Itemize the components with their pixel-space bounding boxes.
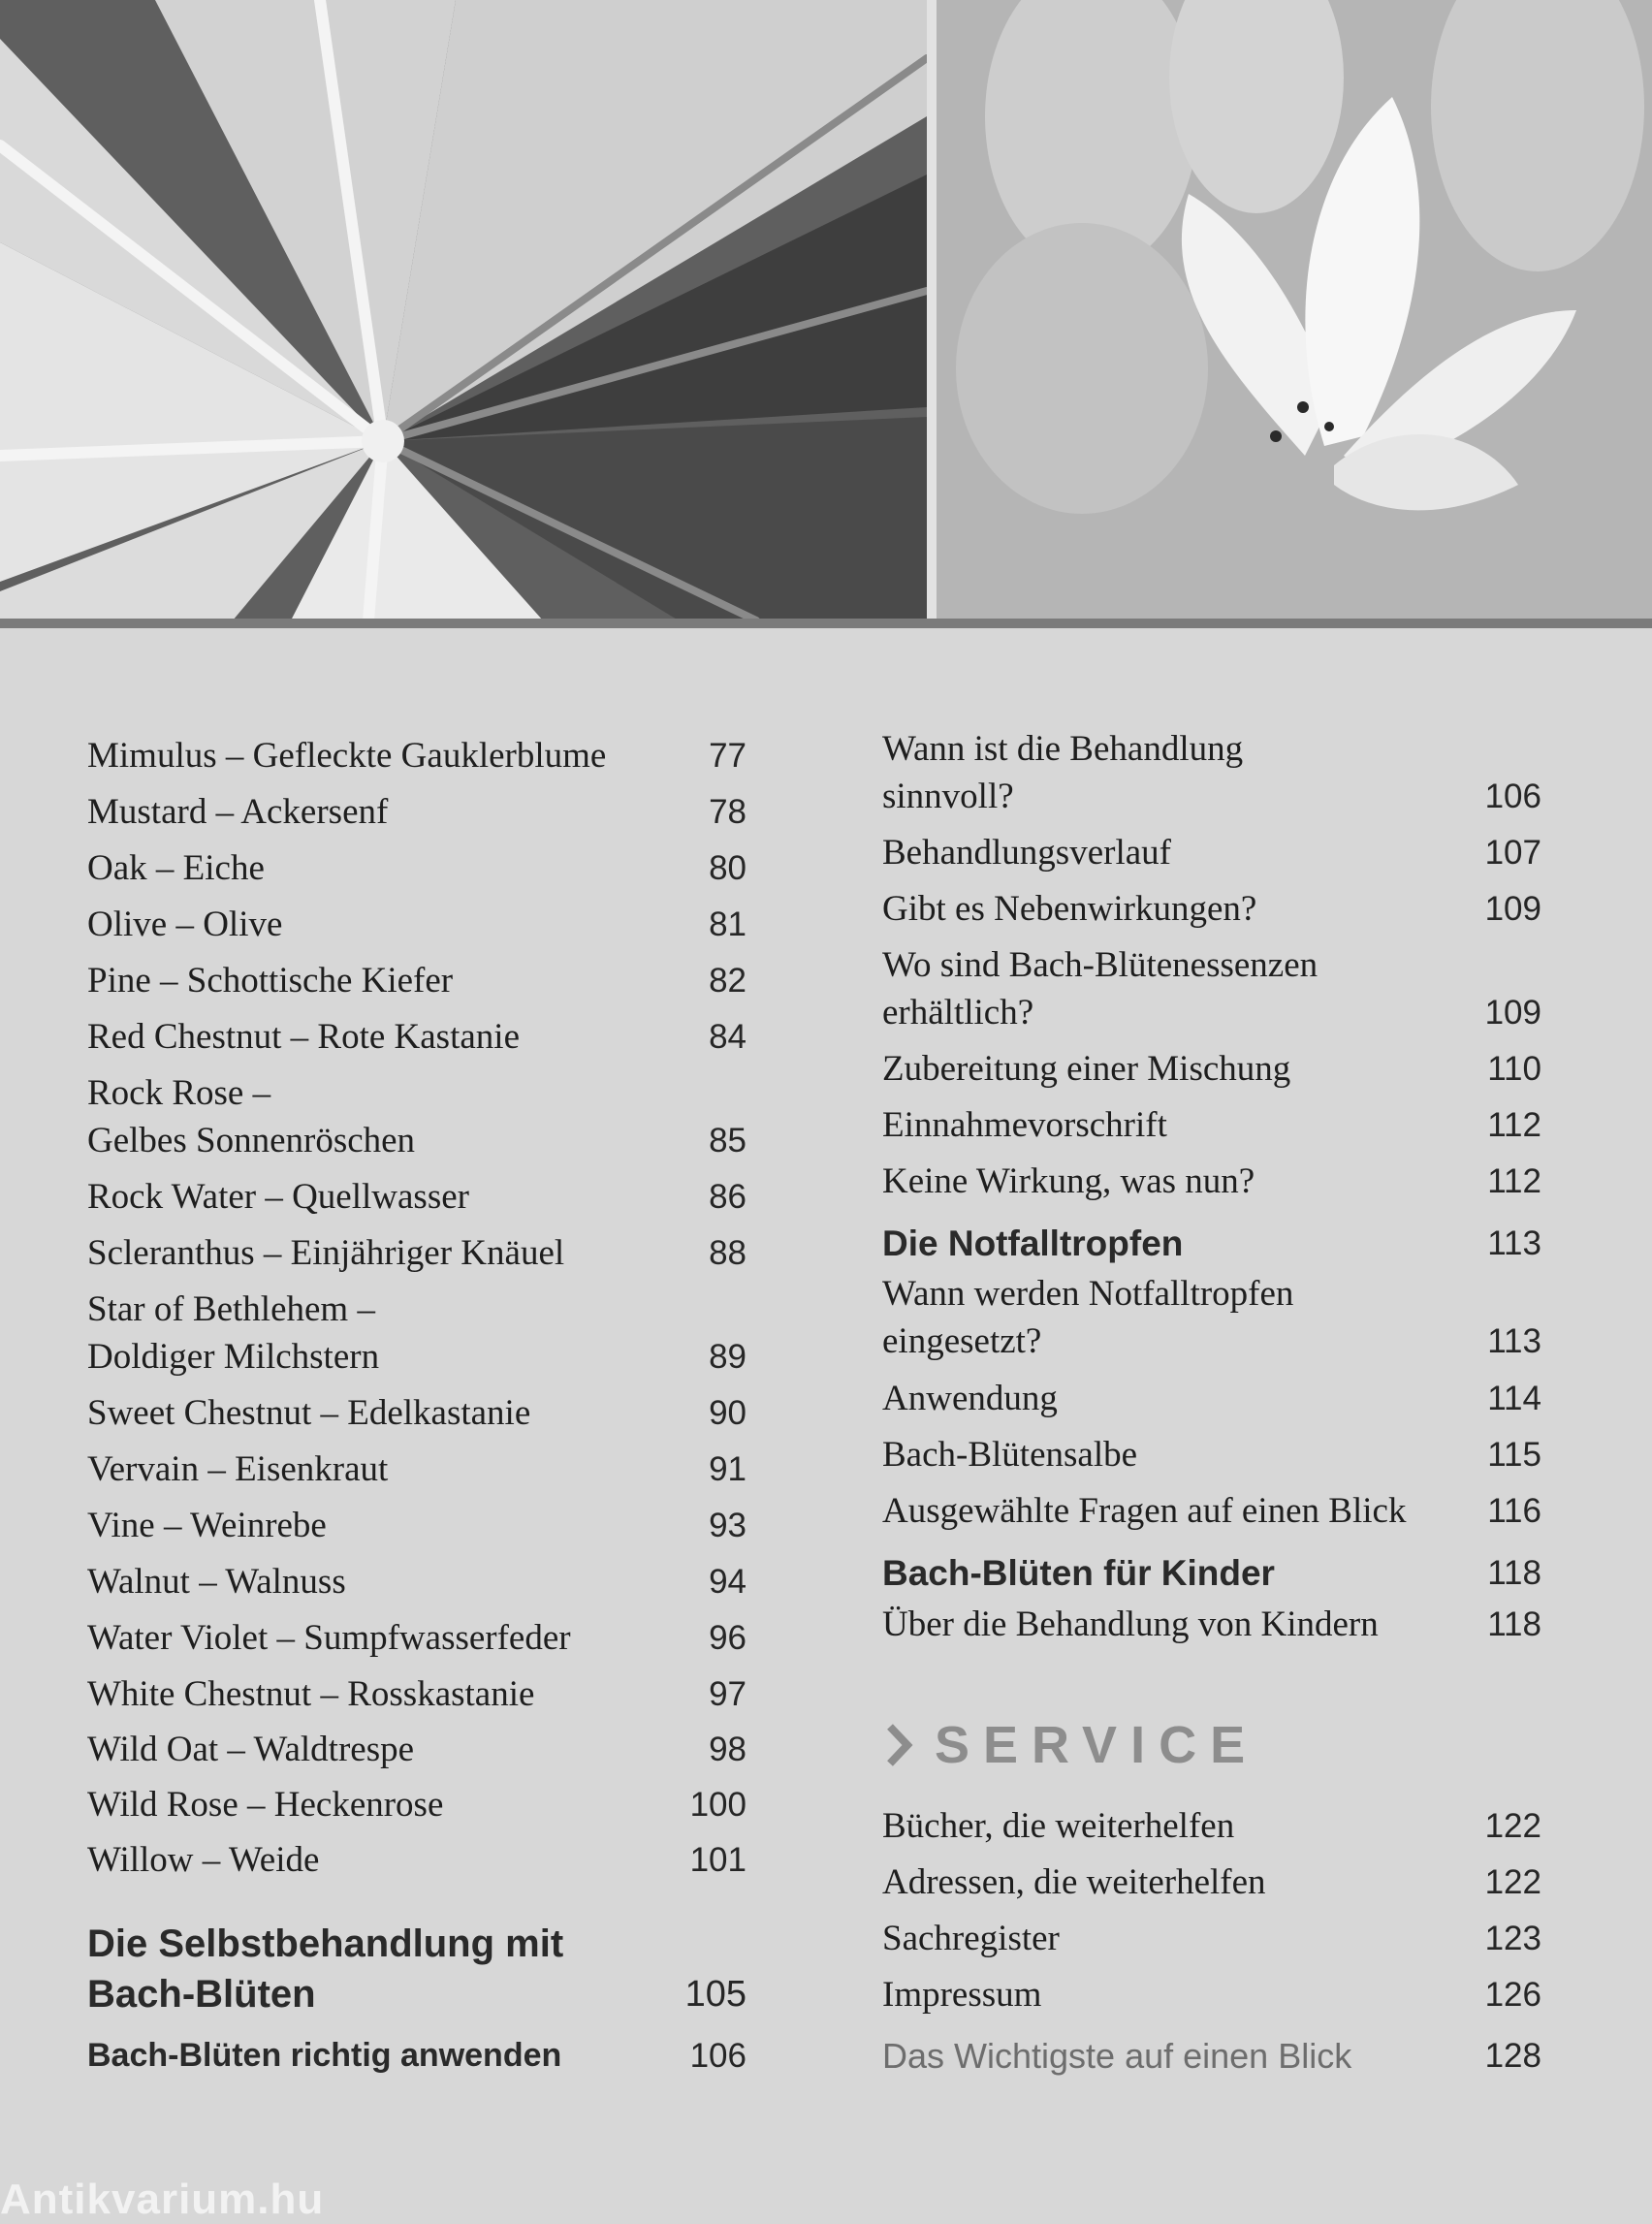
toc-entry-title: erhältlich? bbox=[882, 993, 1034, 1033]
service-heading bbox=[882, 1714, 1258, 1776]
photo-bottom-rule bbox=[0, 619, 1652, 628]
toc-entry-page: 126 bbox=[1484, 1976, 1541, 2014]
toc-entry-title: Gelbes Sonnenröschen bbox=[87, 1121, 416, 1160]
blossom-photo bbox=[937, 0, 1652, 620]
toc-entry-page: 82 bbox=[709, 962, 747, 1000]
toc-entry-title: Star of Bethlehem – bbox=[87, 1289, 375, 1329]
toc-chapter-page: 105 bbox=[684, 1974, 747, 2015]
toc-entry-title: Zubereitung einer Mischung bbox=[882, 1049, 1291, 1089]
toc-entry-title: White Chestnut – Rosskastanie bbox=[87, 1674, 535, 1714]
toc-entry-page: 86 bbox=[709, 1178, 747, 1216]
toc-entry-title: Wann ist die Behandlung bbox=[882, 729, 1244, 769]
toc-chapter-title: Die Selbstbehandlung mit bbox=[87, 1922, 564, 1965]
toc-entry-title: Water Violet – Sumpfwasserfeder bbox=[87, 1618, 571, 1658]
toc-entry-title: Doldiger Milchstern bbox=[87, 1337, 380, 1377]
toc-section-page: 118 bbox=[1487, 1554, 1541, 1592]
toc-entry-page: 81 bbox=[709, 905, 747, 943]
toc-entry-title: Scleranthus – Einjähriger Knäuel bbox=[87, 1233, 565, 1273]
toc-section-title: Die Notfalltropfen bbox=[882, 1223, 1184, 1263]
toc-entry-title: Wild Oat – Waldtrespe bbox=[87, 1730, 415, 1769]
toc-entry-title: Sweet Chestnut – Edelkastanie bbox=[87, 1393, 531, 1433]
toc-entry-page: 122 bbox=[1484, 1863, 1541, 1901]
toc-entry-page: 118 bbox=[1487, 1605, 1541, 1643]
toc-entry-page: 113 bbox=[1487, 1322, 1541, 1360]
toc-entry-page: 91 bbox=[709, 1450, 747, 1488]
toc-entry-page: 107 bbox=[1484, 834, 1541, 872]
toc-entry-page: 106 bbox=[1484, 778, 1541, 815]
toc-entry-page: 97 bbox=[709, 1675, 747, 1713]
toc-entry-title: Rock Rose – bbox=[87, 1073, 271, 1113]
toc-entry-title: Vine – Weinrebe bbox=[87, 1506, 327, 1545]
photo-divider bbox=[927, 0, 937, 620]
toc-entry-title: Gibt es Nebenwirkungen? bbox=[882, 889, 1257, 929]
toc-entry-title: Adressen, die weiterhelfen bbox=[882, 1862, 1266, 1902]
toc-entry-title: Wo sind Bach-Blütenessenzen bbox=[882, 945, 1318, 985]
toc-entry-title: Anwendung bbox=[882, 1379, 1058, 1418]
toc-entry-title: Sachregister bbox=[882, 1919, 1060, 1958]
toc-entry-page: 112 bbox=[1487, 1162, 1541, 1200]
toc-entry-page: 77 bbox=[709, 737, 747, 775]
toc-section-title: Bach-Blüten für Kinder bbox=[882, 1553, 1275, 1593]
toc-entry-page: 115 bbox=[1487, 1436, 1541, 1474]
toc-entry-title: Wild Rose – Heckenrose bbox=[87, 1785, 444, 1825]
toc-entry-page: 109 bbox=[1484, 890, 1541, 928]
toc-chapter-title: Bach-Blüten bbox=[87, 1973, 316, 2016]
toc-entry-page: 88 bbox=[709, 1234, 747, 1272]
toc-entry-title: Mustard – Ackersenf bbox=[87, 792, 389, 832]
toc-entry-title: Wann werden Notfalltropfen bbox=[882, 1274, 1294, 1314]
toc-entry-title: Einnahmevorschrift bbox=[882, 1105, 1167, 1145]
toc-entry-page: 98 bbox=[709, 1731, 747, 1768]
toc-entry-title: Mimulus – Gefleckte Gauklerblume bbox=[87, 736, 607, 776]
toc-entry-title: Behandlungsverlauf bbox=[882, 833, 1171, 873]
toc-entry-page: 109 bbox=[1484, 994, 1541, 1032]
toc-entry-title: Red Chestnut – Rote Kastanie bbox=[87, 1017, 520, 1057]
toc-entry-title: eingesetzt? bbox=[882, 1321, 1042, 1361]
toc-entry-title: Keine Wirkung, was nun? bbox=[882, 1161, 1255, 1201]
toc-entry-title: Ausgewählte Fragen auf einen Blick bbox=[882, 1491, 1407, 1531]
toc-entry-page: 89 bbox=[709, 1338, 747, 1376]
toc-entry-page: 123 bbox=[1484, 1920, 1541, 1957]
toc-entry-title: Pine – Schottische Kiefer bbox=[87, 961, 454, 1001]
toc-entry-title: Das Wichtigste auf einen Blick bbox=[882, 2036, 1352, 2076]
toc-entry-title: Olive – Olive bbox=[87, 905, 283, 944]
toc-entry-page: 80 bbox=[709, 849, 747, 887]
toc-entry-title: Bücher, die weiterhelfen bbox=[882, 1806, 1235, 1846]
chevron-right-icon bbox=[882, 1721, 917, 1769]
service-heading-label: SERVICE bbox=[935, 1716, 1259, 1774]
chestnut-leaf-photo bbox=[0, 0, 927, 620]
toc-entry-title: Willow – Weide bbox=[87, 1840, 320, 1880]
toc-entry-title: Über die Behandlung von Kindern bbox=[882, 1604, 1379, 1644]
toc-entry-page: 93 bbox=[709, 1507, 747, 1544]
toc-section-page: 113 bbox=[1487, 1224, 1541, 1262]
toc-entry-page: 100 bbox=[689, 1786, 747, 1824]
toc-entry-page: 128 bbox=[1484, 2037, 1541, 2075]
toc-entry-page: 85 bbox=[709, 1122, 747, 1160]
toc-section-title: Bach-Blüten richtig anwenden bbox=[87, 2037, 562, 2074]
toc-section-page: 106 bbox=[689, 2037, 747, 2075]
toc-entry-page: 90 bbox=[709, 1394, 747, 1432]
toc-entry-page: 96 bbox=[709, 1619, 747, 1657]
toc-entry-title: Rock Water – Quellwasser bbox=[87, 1177, 469, 1217]
toc-entry-page: 122 bbox=[1484, 1807, 1541, 1845]
toc-entry-title: Bach-Blütensalbe bbox=[882, 1435, 1138, 1475]
toc-entry-page: 114 bbox=[1487, 1380, 1541, 1417]
toc-entry-title: sinnvoll? bbox=[882, 777, 1014, 816]
toc-entry-title: Vervain – Eisenkraut bbox=[87, 1449, 389, 1489]
toc-entry-page: 94 bbox=[709, 1563, 747, 1601]
toc-entry-page: 112 bbox=[1487, 1106, 1541, 1144]
watermark: Antikvarium.hu bbox=[0, 2176, 325, 2223]
toc-entry-title: Walnut – Walnuss bbox=[87, 1562, 346, 1602]
toc-entry-page: 116 bbox=[1487, 1492, 1541, 1530]
toc-entry-page: 78 bbox=[709, 793, 747, 831]
toc-entry-page: 101 bbox=[689, 1841, 747, 1879]
toc-entry-page: 84 bbox=[709, 1018, 747, 1056]
toc-entry-title: Impressum bbox=[882, 1975, 1042, 2015]
toc-entry-page: 110 bbox=[1487, 1050, 1541, 1088]
toc-entry-title: Oak – Eiche bbox=[87, 848, 265, 888]
